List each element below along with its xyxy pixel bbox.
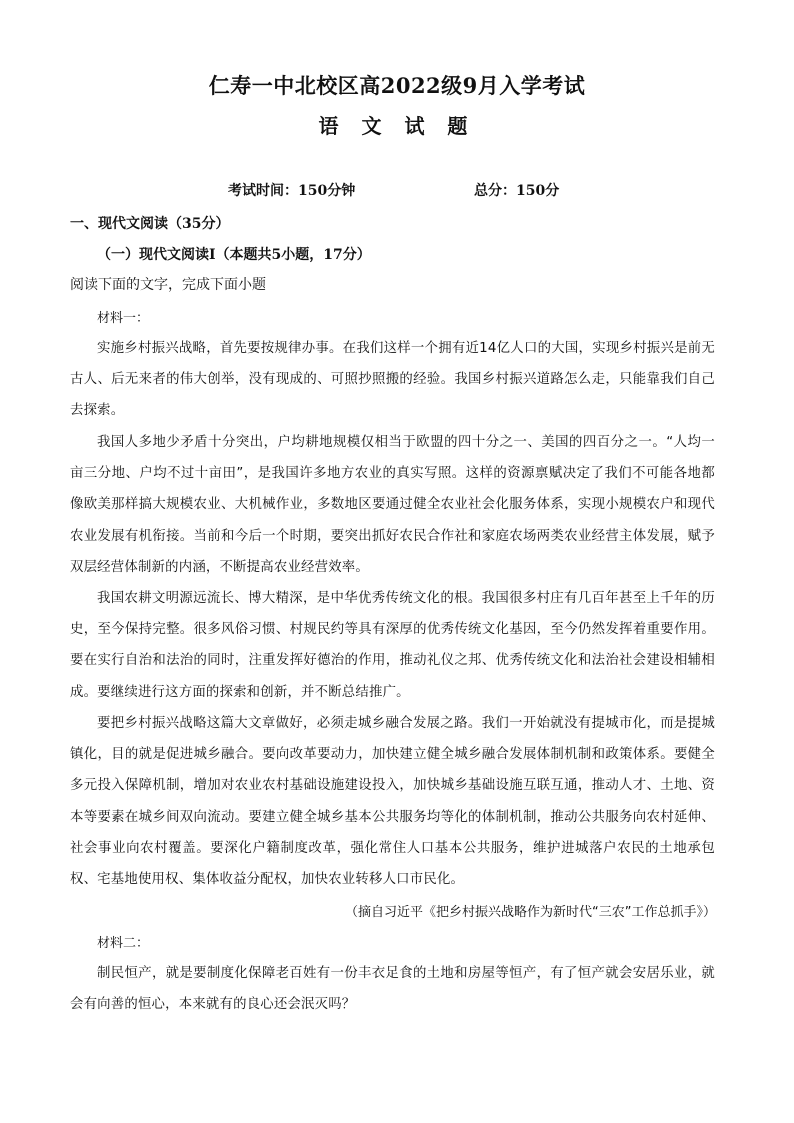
- exam-subject: 语 文 试 题: [318, 114, 476, 138]
- material-one-paragraph: 实施乡村振兴战略，首先要按规律办事。在我们这样一个拥有近14亿人口的大国，实现乡村振兴是前无古人、后无来者的伟大创举，没有现成的、可照抄照搬的经验。我国乡村振兴道路怎么走，只能靠我们自己去探索。: [70, 341, 715, 419]
- section-heading: 一、现代文阅读（35分）: [70, 216, 230, 232]
- source-citation: （摘自习近平《把乡村振兴战略作为新时代“三农”工作总抓手》）: [345, 905, 716, 920]
- exam-total-score: 总分：150分: [474, 183, 560, 199]
- material-one-paragraph: 要把乡村振兴战略这篇大文章做好，必须走城乡融合发展之路。我们一开始就没有提城市化，而是提城镇化，目的就是促进城乡融合。要向改革要动力，加快建立健全城乡融合发展体制机制和政策体系。要健全多元投入保障机制，增加对农业农村基础设施建设投入，加快城乡基础设施互联互通，推动人才、土地、资本等要素在城乡间双向流动。要建立健全城乡基本公共服务均等化的体制机制，推动公共服务向农村延伸、社会事业向农村覆盖。要深化户籍制度改革，强化常住人口基本公共服务，维护进城落户农民的土地承包权、宅基地使用权、集体收益分配权，加快农业转移人口市民化。: [70, 716, 715, 888]
- reading-instruction: 阅读下面的文字，完成下面小题: [70, 277, 266, 293]
- exam-time: 考试时间：150分钟: [228, 183, 356, 199]
- exam-title: 仁寿一中北校区高2022级9月入学考试: [208, 73, 586, 98]
- subsection-heading: （一）现代文阅读Ⅰ（本题共5小题，17分）: [97, 247, 371, 263]
- material-one-paragraph: 我国人多地少矛盾十分突出，户均耕地规模仅相当于欧盟的四十分之一、美国的四百分之一。“人均一亩三分地、户均不过十亩田”，是我国许多地方农业的真实写照。这样的资源禀赋决定了我们不可能各地都像欧美那样搞大规模农业、大机械作业，多数地区要通过健全农业社会化服务体系，实现小规模农户和现代农业发展有机衔接。当前和今后一个时期，要突出抓好农民合作社和家庭农场两类农业经营主体发展，赋予双层经营体制新的内涵，不断提高农业经营效率。: [70, 435, 715, 575]
- material-one-paragraph: 我国农耕文明源远流长、博大精深，是中华优秀传统文化的根。我国很多村庄有几百年甚至上千年的历史，至今保持完整。很多风俗习惯、村规民约等具有深厚的优秀传统文化基因，至今仍然发挥着重要作用。要在实行自治和法治的同时，注重发挥好德治的作用，推动礼仪之邦、优秀传统文化和法治社会建设相辅相成。要继续进行这方面的探索和创新，并不断总结推广。: [70, 591, 715, 700]
- material-two-paragraph: 制民恒产，就是要制度化保障老百姓有一份丰衣足食的土地和房屋等恒产，有了恒产就会安居乐业，就会有向善的恒心，本来就有的良心还会泯灭吗？: [70, 966, 715, 1013]
- material-one-label: 材料一：: [97, 311, 150, 326]
- material-two-label: 材料二：: [97, 936, 150, 951]
